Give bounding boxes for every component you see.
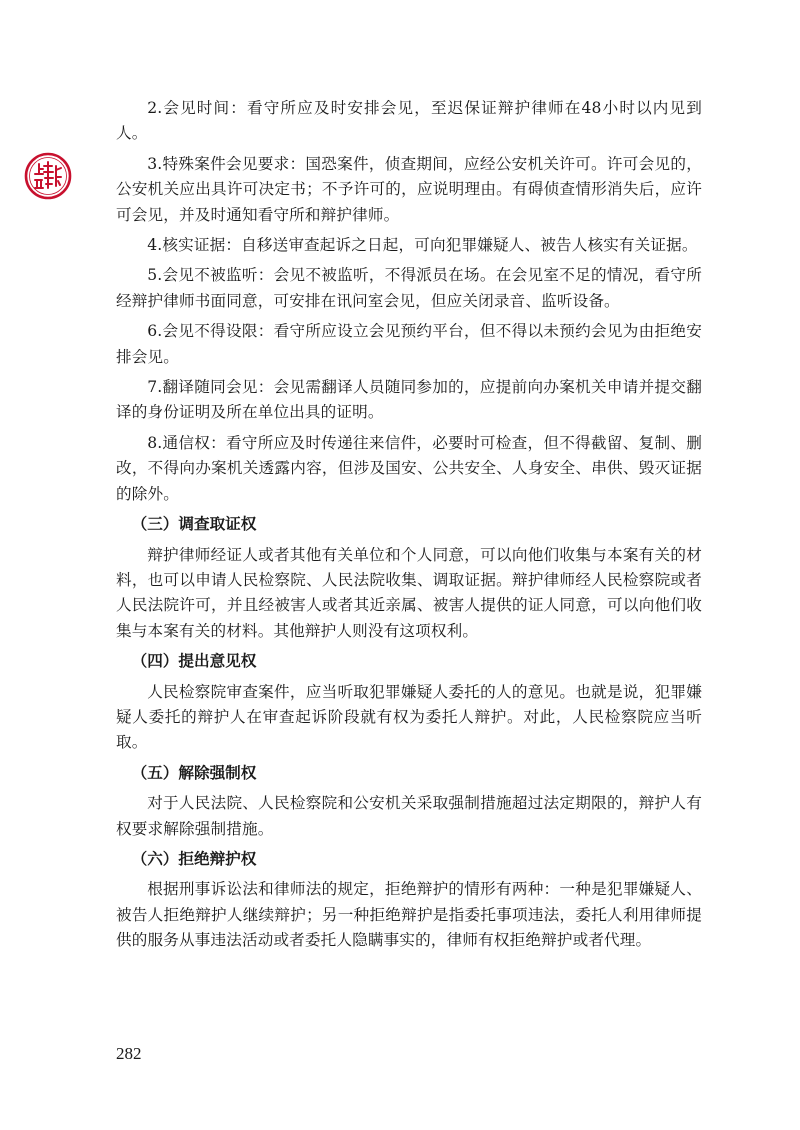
body-paragraph: 8.通信权：看守所应及时传递往来信件，必要时可检查，但不得截留、复制、删改，不得向办案机关透露内容，但涉及国安、公共安全、人身安全、串供、毁灭证据的除外。 <box>116 433 702 503</box>
body-paragraph: 4.核实证据：自移送审查起诉之日起，可向犯罪嫌疑人、被告人核实有关证据。 <box>147 236 698 255</box>
body-paragraph: 5.会见不被监听：会见不被监听，不得派员在场。在会见室不足的情况，看守所经辩护律师书面同意，可安排在讯问室会见，但应关闭录音、监听设备。 <box>116 266 702 310</box>
seal-stamp-icon <box>22 150 74 202</box>
body-paragraph: 辩护律师经证人或者其他有关单位和个人同意，可以向他们收集与本案有关的材料，也可以申请人民检察院、人民法院收集、调取证据。辩护律师经人民检察院或者人民法院许可，并且经被害人或者其近亲属、被害人提供的证人同意，可以向他们收集与本案有关的材料。其他辩护人则没有这项权利。 <box>116 545 702 640</box>
body-paragraph: 对于人民法院、人民检察院和公安机关采取强制措施超过法定期限的，辩护人有权要求解除强制措施。 <box>116 794 702 838</box>
section-heading: （五）解除强制权 <box>131 763 257 782</box>
body-paragraph: 6.会见不得设限：看守所应设立会见预约平台，但不得以未预约会见为由拒绝安排会见。 <box>116 322 702 366</box>
body-paragraph: 2.会见时间：看守所应及时安排会见，至迟保证辩护律师在48小时以内见到人。 <box>116 99 702 143</box>
section-heading: （四）提出意见权 <box>131 652 257 671</box>
body-paragraph: 根据刑事诉讼法和律师法的规定，拒绝辩护的情形有两种：一种是犯罪嫌疑人、被告人拒绝辩护人继续辩护；另一种拒绝辩护是指委托事项违法，委托人利用律师提供的服务从事违法活动或者委托人隐瞒事实的，律师有权拒绝辩护或者代理。 <box>116 880 702 950</box>
body-paragraph: 3.特殊案件会见要求：国恐案件，侦查期间，应经公安机关许可。许可会见的，公安机关应出具许可决定书；不予许可的，应说明理由。有碍侦查情形消失后，应许可会见，并及时通知看守所和辩护律师。 <box>116 154 702 224</box>
page-number: 282 <box>116 1044 142 1063</box>
body-paragraph: 7.翻译随同会见：会见需翻译人员随同参加的，应提前向办案机关申请并提交翻译的身份证明及所在单位出具的证明。 <box>116 378 702 422</box>
section-heading: （三）调查取证权 <box>131 515 257 534</box>
section-heading: （六）拒绝辩护权 <box>131 849 257 868</box>
body-paragraph: 人民检察院审查案件，应当听取犯罪嫌疑人委托的人的意见。也就是说，犯罪嫌疑人委托的辩护人在审查起诉阶段就有权为委托人辩护。对此，人民检察院应当听取。 <box>116 682 702 752</box>
page-body <box>116 96 702 959</box>
